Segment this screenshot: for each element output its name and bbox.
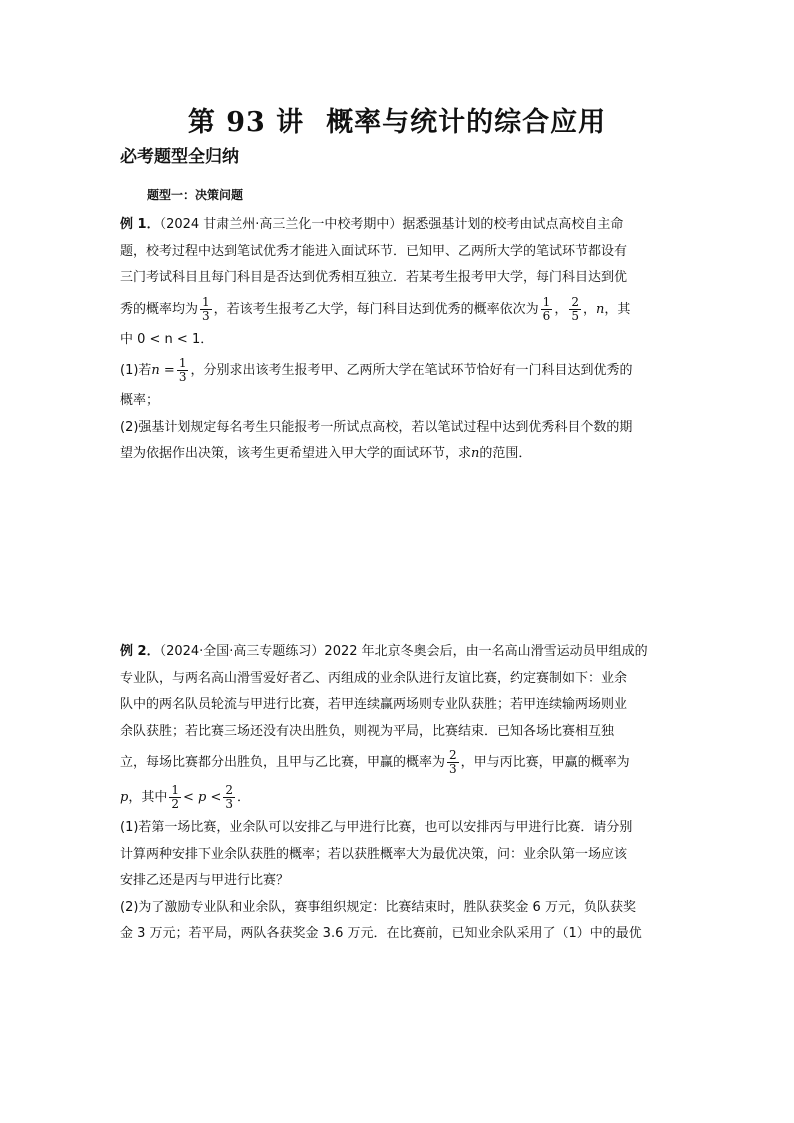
example-2-line: 队中的两名队员轮流与甲进行比赛，若甲连续赢两场则专业队获胜；若甲连续输两场则业	[120, 697, 628, 712]
example-2-q1-cont: 安排乙还是丙与甲进行比赛？	[120, 873, 290, 888]
fraction-one-half: $\frac{1}{2}$	[171, 783, 179, 811]
example-1-q2: (2)强基计划规定每名考生只能报考一所试点高校，若以笔试过程中达到优秀科目个数的期	[120, 419, 633, 435]
example-1-q2-cont: 望为依据作出决策，该考生更希望进入甲大学的面试环节，求n的范围．	[120, 446, 532, 461]
example-1-line: 例 1．（2024 甘肃兰州·高三兰化一中校考期中）据悉强基计划的校考由试点高校自主命	[120, 217, 624, 232]
example-2-q2-cont: 金 3 万元；若平局，两队各获奖金 3.6 万元．在比赛前，已知业余队采用了（1）中的最优	[120, 926, 642, 941]
question-type-heading: 题型一：决策问题	[147, 188, 244, 202]
fraction-two-fifths: $\frac{2}{5}$	[571, 294, 579, 323]
example-2-q1-cont: 计算两种安排下业余队获胜的概率；若以获胜概率大为最优决策，问：业余队第一场应该	[120, 846, 628, 862]
example-1	[120, 212, 678, 468]
fraction-one-sixth: $\frac{1}{6}$	[542, 294, 551, 323]
example-1-line: 中 0 < n < 1．	[120, 331, 214, 347]
example-1-q1-cont: 概率；	[120, 393, 160, 408]
example-1-label: 例 1．	[120, 217, 160, 232]
example-1-line: 秀的概率均为 $\frac{1}{3}$ ，若该考生报考乙大学，每门科目达到优秀的概率依次为 $\frac{1}{6}$ ， $\frac{2}{5}$ ，n，其	[120, 294, 631, 323]
example-2-label: 例 2．	[120, 644, 160, 659]
example-2-q2: (2)为了激励专业队和业余队，赛事组织规定：比赛结束时，胜队获奖金 6 万元，负队获奖	[120, 899, 636, 915]
example-2-line: 例 2．（2024·全国·高三专题练习）2022 年北京冬奥会后，由一名高山滑雪运动员甲组成的	[120, 644, 648, 659]
fraction-two-thirds: $\frac{2}{3}$	[225, 783, 233, 811]
example-1-q1: (1)若n = $\frac{1}{3}$ ，分别求出该考生报考甲、乙两所大学在笔试环节恰好有一门科目达到优秀的	[120, 356, 633, 384]
fraction-two-thirds: $\frac{2}{3}$	[449, 748, 457, 776]
variable-n: n	[595, 301, 605, 317]
example-2	[120, 639, 678, 948]
example-2-line: 立，每场比赛都分出胜负，且甲与乙比赛，甲赢的概率为 $\frac{2}{3}$ ，甲与丙比赛，甲赢的概率为	[120, 748, 630, 776]
section-heading: 必考题型全归纳	[120, 147, 239, 167]
example-2-line: 专业队，与两名高山滑雪爱好者乙、丙组成的业余队进行友谊比赛，约定赛制如下：业余	[120, 670, 628, 686]
example-1-line: 三门考试科目且每门科目是否达到优秀相互独立．若某考生报考甲大学，每门科目达到优	[120, 270, 628, 285]
example-2-line: 余队获胜；若比赛三场还没有决出胜负，则视为平局，比赛结束．已知各场比赛相互独	[120, 723, 615, 739]
example-1-line: 题，校考过程中达到笔试优秀才能进入面试环节．已知甲、乙两所大学的笔试环节都设有	[120, 243, 628, 259]
fraction-one-third: $\frac{1}{3}$	[202, 294, 210, 323]
page-title	[0, 100, 794, 139]
variable-p: p	[120, 790, 129, 805]
lecture-number: 第 93 讲	[187, 107, 305, 138]
example-2-line: p，其中 $\frac{1}{2}$ < p < $\frac{2}{3}$ ．	[120, 783, 251, 811]
fraction-n-value: $\frac{1}{3}$	[178, 356, 187, 384]
lecture-topic: 概率与统计的综合应用	[326, 107, 607, 138]
example-2-q1: (1)若第一场比赛，业余队可以安排乙与甲进行比赛，也可以安排丙与甲进行比赛．请分别	[120, 820, 633, 835]
